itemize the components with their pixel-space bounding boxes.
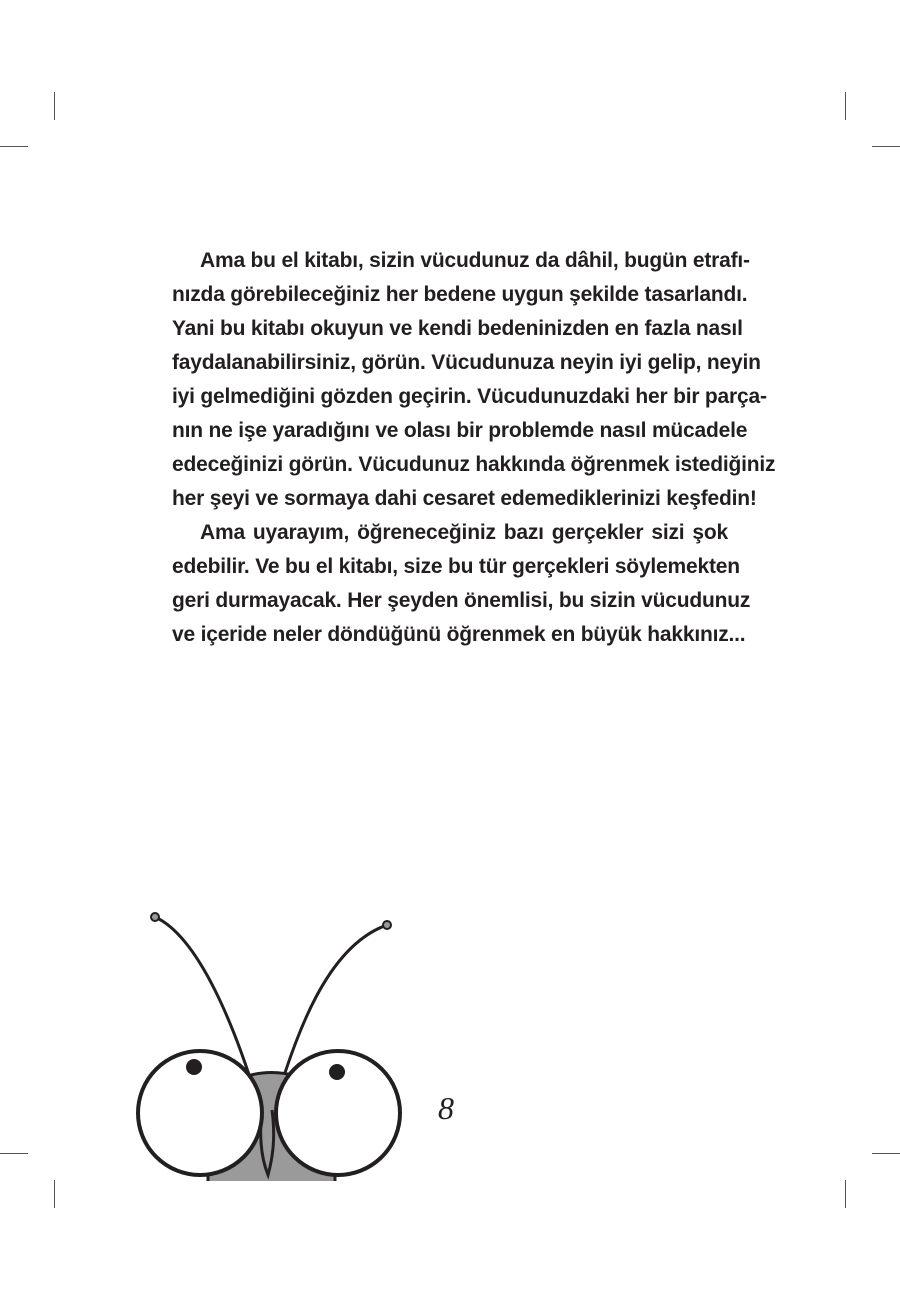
paragraph-1 bbox=[172, 244, 776, 516]
text-line: her şeyi ve sormaya dahi cesaret edemediklerinizi keşfedin! bbox=[172, 487, 757, 510]
text-line: edebilir. Ve bu el kitabı, size bu tür gerçekleri söylemekten bbox=[172, 555, 740, 578]
text-line: nın ne işe yaradığını ve olası bir problemde nasıl mücadele bbox=[172, 419, 748, 442]
crop-mark-bottom-right-horizontal bbox=[872, 1153, 900, 1154]
text-line: ve içeride neler döndüğünü öğrenmek en büyük hakkınız... bbox=[172, 623, 746, 646]
crop-mark-bottom-left-horizontal bbox=[0, 1153, 28, 1154]
text-line: Yani bu kitabı okuyun ve kendi bedeninizden en fazla nasıl bbox=[172, 317, 743, 340]
crop-mark-bottom-left-vertical bbox=[54, 1180, 55, 1208]
crop-mark-top-left-vertical bbox=[54, 92, 55, 120]
text-line: edeceğinizi görün. Vücudunuz hakkında öğrenmek istediğiniz bbox=[172, 453, 776, 476]
crop-mark-top-right-vertical bbox=[845, 92, 846, 120]
crop-mark-top-right-horizontal bbox=[872, 146, 900, 147]
text-line: Ama uyarayım, öğreneceğiniz bazı gerçekler sizi şok bbox=[200, 521, 728, 544]
paragraph-2 bbox=[172, 516, 751, 652]
text-line: Ama bu el kitabı, sizin vücudunuz da dâhil, bugün etrafı- bbox=[200, 249, 750, 272]
text-line: faydalanabilirsiniz, görün. Vücudunuza neyin iyi gelip, neyin bbox=[172, 351, 761, 374]
text-line: nızda görebileceğiniz her bedene uygun şekilde tasarlandı. bbox=[172, 283, 748, 306]
page-number: 8 bbox=[438, 1090, 454, 1126]
crop-mark-bottom-right-vertical bbox=[845, 1180, 846, 1208]
bug-eyes-illustration bbox=[130, 905, 410, 1185]
body-text bbox=[172, 244, 776, 652]
text-line: iyi gelmediğini gözden geçirin. Vücudunuzdaki her bir parça- bbox=[172, 385, 767, 408]
text-line: geri durmayacak. Her şeyden önemlisi, bu sizin vücudunuz bbox=[172, 589, 751, 612]
crop-mark-top-left-horizontal bbox=[0, 146, 28, 147]
